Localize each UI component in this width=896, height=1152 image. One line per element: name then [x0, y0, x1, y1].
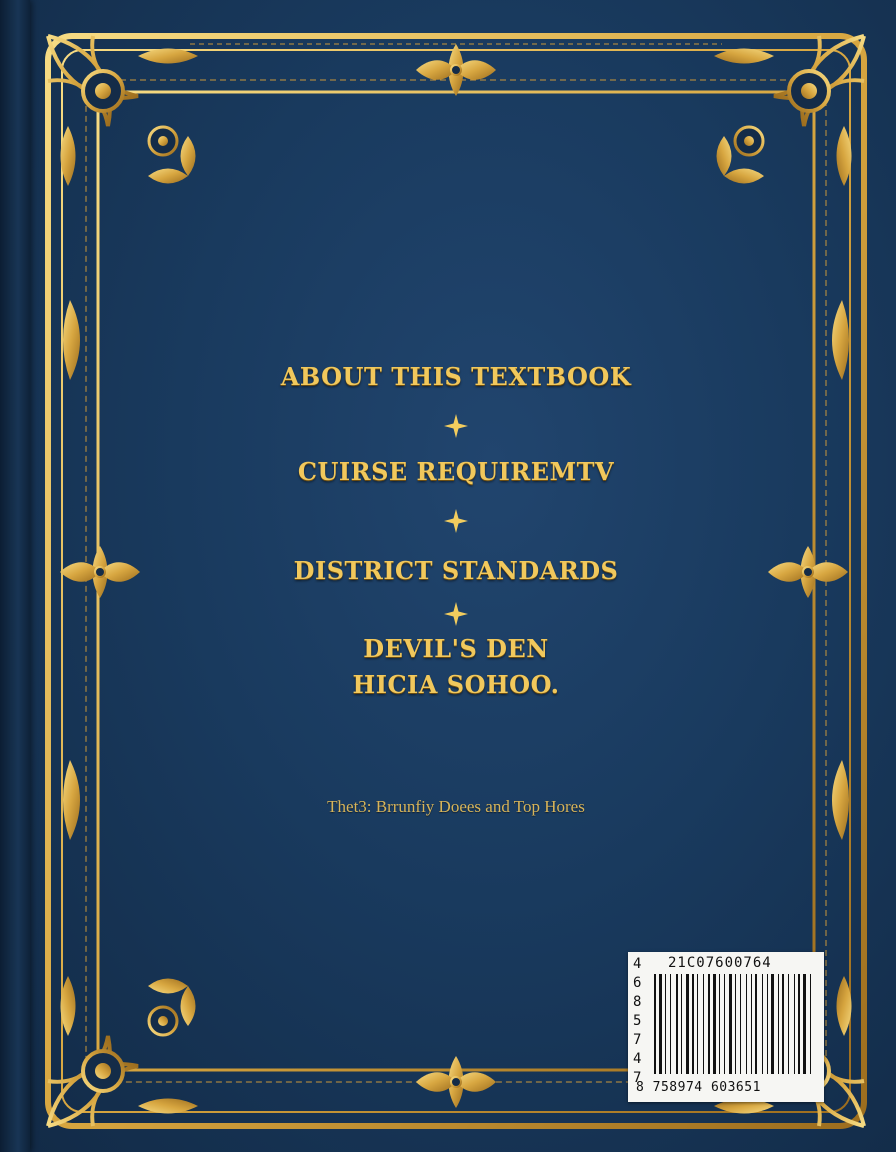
barcode-bar	[697, 974, 698, 1074]
barcode-bar	[740, 974, 741, 1074]
barcode-bar	[708, 974, 710, 1074]
barcode-bar	[751, 974, 752, 1074]
barcode-bar	[729, 974, 732, 1074]
barcode-bar	[778, 974, 779, 1074]
barcode-bar	[746, 974, 747, 1074]
barcode-bar	[676, 974, 678, 1074]
school-name-line-1: DEVIL'S DEN	[363, 634, 549, 663]
barcode-bar	[767, 974, 768, 1074]
barcode-bars	[652, 974, 818, 1078]
barcode-bar	[654, 974, 656, 1074]
barcode-bar	[782, 974, 784, 1074]
barcode-bar	[810, 974, 811, 1074]
barcode-bar	[771, 974, 774, 1074]
sparkle-star-icon	[444, 414, 468, 438]
barcode-bar	[803, 974, 806, 1074]
barcode-bar	[703, 974, 704, 1074]
school-name-line-2: HICIA SOHOO.	[352, 670, 560, 699]
sparkle-star-icon	[444, 602, 468, 626]
barcode-bottom-number: 8 758974 603651	[636, 1080, 761, 1095]
heading-about-this-textbook: ABOUT THIS TEXTBOOK	[280, 362, 632, 391]
barcode-bar	[659, 974, 662, 1074]
barcode-label	[628, 952, 824, 1102]
barcode-bar	[665, 974, 666, 1074]
barcode-top-number: 21C07600764	[668, 955, 772, 971]
sparkle-star-icon	[444, 509, 468, 533]
barcode-bar	[798, 974, 800, 1074]
barcode-bar	[724, 974, 725, 1074]
barcode-bar	[686, 974, 689, 1074]
barcode-bar	[670, 974, 671, 1074]
barcode-bar	[713, 974, 716, 1074]
barcode-bar	[681, 974, 682, 1074]
heading-district-standards: DISTRICT STANDARDS	[293, 556, 619, 585]
barcode-bar	[735, 974, 736, 1074]
barcode-side-digits: 4685747	[633, 956, 642, 1086]
barcode-bar	[692, 974, 694, 1074]
barcode-bar	[788, 974, 789, 1074]
heading-course-requirements: CUIRSE REQUIREMTV	[297, 457, 615, 486]
subtitle-text: Thet3: Brrunfiy Doees and Top Hores	[327, 797, 585, 816]
barcode-bar	[755, 974, 757, 1074]
barcode-bar	[762, 974, 763, 1074]
barcode-bar	[719, 974, 720, 1074]
barcode-bar	[794, 974, 795, 1074]
